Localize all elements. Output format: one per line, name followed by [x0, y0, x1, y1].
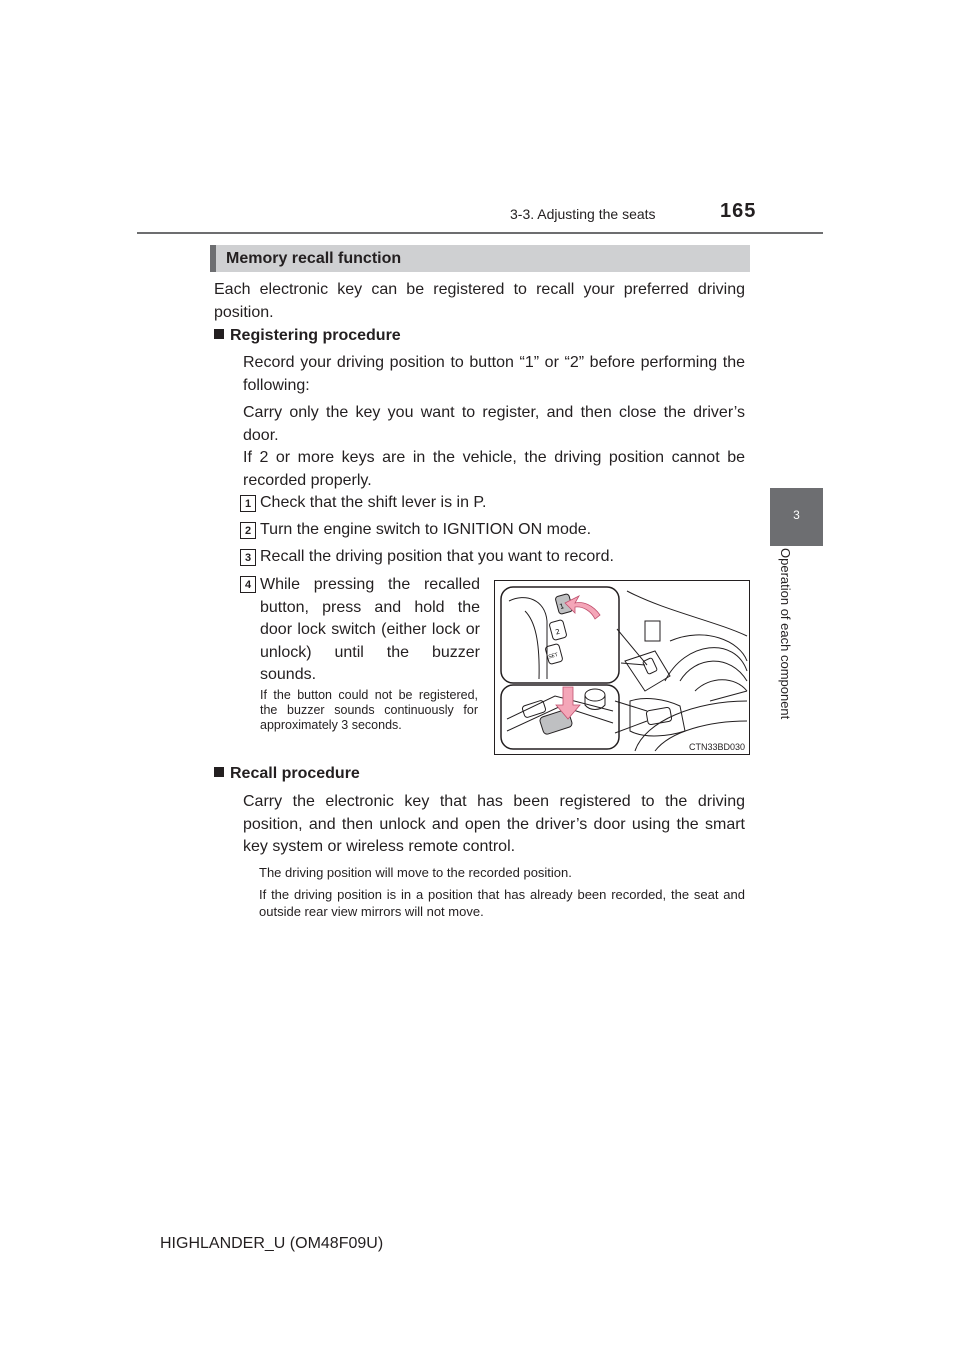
- recall-heading: Recall procedure: [214, 765, 360, 783]
- section-title: 3-3. Adjusting the seats: [510, 206, 656, 222]
- registering-paragraph-2: Carry only the key you want to register, and then close the driver’s door. If 2 or more keys are in the vehicle, the driving position cannot be recorded properly.: [243, 404, 745, 489]
- step-text: Turn the engine switch to IGNITION ON mode.: [260, 521, 592, 538]
- chapter-title: Operation of each component: [778, 548, 793, 720]
- step-note: If the button could not be registered, the buzzer sounds continuously for approximately 3 seconds.: [260, 688, 478, 733]
- step-text: While pressing the recalled button, press and hold the door lock switch (either lock or unlock) until the buzzer sounds.: [260, 576, 480, 683]
- registering-heading: Registering procedure: [214, 327, 401, 345]
- header-rule: [137, 232, 823, 234]
- registering-paragraph: Record your driving position to button “1” or “2” before performing the following:: [243, 354, 745, 394]
- recall-note: The driving position will move to the recorded position.: [259, 865, 572, 880]
- step-text: Recall the driving position that you want to record.: [260, 548, 614, 565]
- button-label: 2: [554, 627, 561, 637]
- chapter-number: 3: [793, 508, 800, 522]
- step-number: 1: [240, 495, 256, 512]
- page-number: 165: [720, 200, 757, 222]
- section-heading: Memory recall function: [210, 245, 750, 272]
- footer-model: HIGHLANDER_U (OM48F09U): [160, 1235, 384, 1252]
- step-number: 3: [240, 549, 256, 566]
- button-label: SET: [547, 652, 559, 661]
- step-text: Check that the shift lever is in P.: [260, 494, 487, 511]
- step-number: 4: [240, 576, 256, 593]
- intro-paragraph: Each electronic key can be registered to recall your preferred driving position.: [214, 281, 745, 321]
- figure-code: CTN33BD030: [688, 742, 745, 752]
- step-number: 2: [240, 522, 256, 539]
- square-bullet-icon: [214, 329, 224, 339]
- square-bullet-icon: [214, 767, 224, 777]
- button-label: 1: [558, 602, 566, 612]
- illustration-drawing: [495, 581, 749, 754]
- recall-note: If the driving position is in a position that has already been recorded, the seat and outside rear view mirrors will not move.: [259, 887, 745, 919]
- door-switch-illustration: [494, 580, 750, 755]
- recall-paragraph: Carry the electronic key that has been registered to the driving position, and then unlock and open the driver’s door using the smart key system or wireless remote control.: [243, 793, 745, 855]
